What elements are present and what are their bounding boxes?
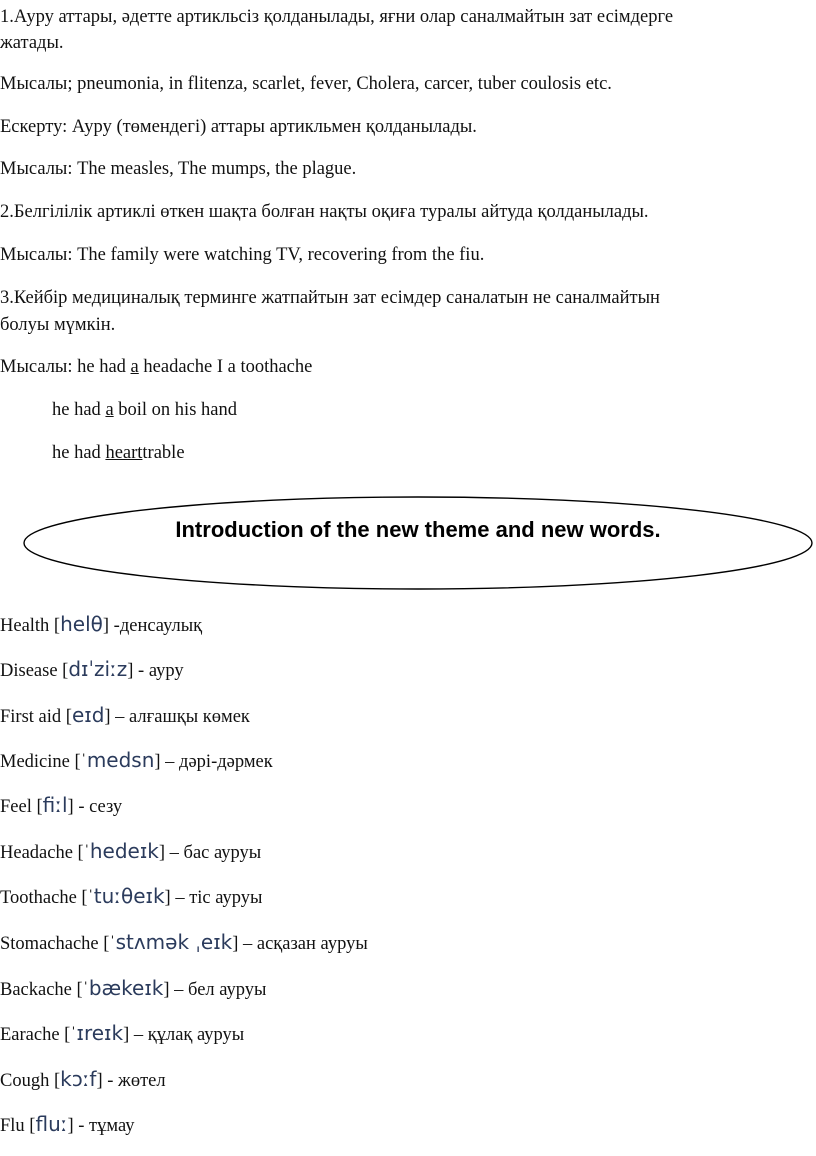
- example-text: he had: [52, 400, 106, 420]
- banner-ellipse-shape: [22, 495, 814, 591]
- vocab-transcription: bækeɪk: [88, 976, 164, 1000]
- vocab-translation: ] - ауру: [127, 661, 184, 681]
- note-example: Мысалы: The measles, The mumps, the plague.: [0, 159, 357, 179]
- vocab-word: Headache [ˈ: [0, 843, 90, 863]
- rule-1-line-1: 1.Ауру аттары, әдетте артикльсіз қолданылады, яғни олар саналмайтын зат есімдерге: [0, 7, 674, 27]
- vocab-transcription: hedeɪk: [89, 839, 159, 863]
- rule-3-line-1: 3.Кейбір медициналық терминге жатпайтын зат есімдер саналатын не саналмайтын: [0, 288, 660, 308]
- note-paragraph: Ескерту: Ауру (төмендегі) аттары артикльмен қолданылады.: [0, 117, 477, 137]
- vocab-transcription: stʌmək ˌeɪk: [115, 930, 233, 954]
- vocab-translation: ] -денсаулық: [102, 616, 203, 636]
- vocab-translation: ] – бас ауруы: [158, 843, 262, 863]
- underlined-word: a: [105, 400, 114, 420]
- vocab-word: First aid [: [0, 707, 72, 727]
- vocab-item: [0, 792, 122, 820]
- vocab-word: Backache [ˈ: [0, 980, 89, 1000]
- vocab-word: Toothache [ˈ: [0, 888, 94, 908]
- vocab-translation: ] - сезу: [67, 797, 123, 817]
- vocab-item: [0, 883, 262, 911]
- vocab-item: [0, 929, 368, 957]
- vocab-word: Health [: [0, 616, 61, 636]
- vocab-item: [0, 747, 273, 775]
- rule-2-example: Мысалы: The family were watching TV, recovering from the fiu.: [0, 245, 485, 265]
- vocab-transcription: ɪreɪk: [76, 1021, 124, 1045]
- vocab-translation: ] - жөтел: [96, 1071, 166, 1091]
- vocab-item: [0, 611, 202, 639]
- vocab-transcription: fiːl: [42, 793, 68, 817]
- vocab-transcription: dɪˈziːz: [68, 657, 128, 681]
- vocab-word: Flu [: [0, 1116, 36, 1136]
- example-text: headache I a toothache: [138, 357, 313, 377]
- vocab-word: Earache [ˈ: [0, 1025, 77, 1045]
- vocab-item: [0, 1111, 135, 1139]
- vocab-transcription: kɔːf: [60, 1067, 97, 1091]
- rule-1-line-2: жатады.: [0, 33, 64, 53]
- vocab-word: Stomachache [ˈ: [0, 934, 116, 954]
- example-line-3: [52, 441, 185, 465]
- vocab-transcription: tuːθeɪk: [93, 884, 165, 908]
- vocab-transcription: medsn: [86, 748, 155, 772]
- vocab-item: [0, 1020, 244, 1048]
- vocab-word: Cough [: [0, 1071, 61, 1091]
- vocab-word: Feel [: [0, 797, 43, 817]
- vocab-item: [0, 838, 261, 866]
- vocab-translation: ] – тіс ауруы: [164, 888, 263, 908]
- underlined-word: heart: [105, 443, 143, 463]
- vocab-item: [0, 975, 266, 1003]
- example-line-2: [52, 398, 237, 422]
- vocab-translation: ] – асқазан ауруы: [232, 934, 368, 954]
- underlined-word: a: [130, 357, 139, 377]
- example-text: he had: [52, 443, 106, 463]
- example-text: boil on his hand: [113, 400, 237, 420]
- section-banner: [22, 495, 814, 591]
- rule-2: 2.Белгілілік артиклі өткен шақта болған нақты оқиға туралы айтуда қолданылады.: [0, 202, 649, 222]
- vocab-translation: ] - тұмау: [67, 1116, 135, 1136]
- vocab-word: Disease [: [0, 661, 69, 681]
- vocab-transcription: fluː: [35, 1112, 68, 1136]
- vocab-translation: ] – құлақ ауруы: [123, 1025, 245, 1045]
- section-title: Introduction of the new theme and new words.: [175, 517, 661, 542]
- rule-1-example: Мысалы; pneumonia, in flitenza, scarlet, fever, Cholera, carcer, tuber coulosis etc.: [0, 74, 612, 94]
- example-text: trable: [142, 443, 185, 463]
- vocab-word: Medicine [ˈ: [0, 752, 87, 772]
- vocab-translation: ] – алғашқы көмек: [104, 707, 250, 727]
- rule-3-line-2: болуы мүмкін.: [0, 315, 116, 335]
- vocab-translation: ] – дәрі-дәрмек: [154, 752, 273, 772]
- example-text: Мысалы: he had: [0, 357, 131, 377]
- vocab-translation: ] – бел ауруы: [163, 980, 267, 1000]
- vocab-item: [0, 1066, 166, 1094]
- vocab-item: [0, 656, 184, 684]
- vocab-transcription: helθ: [60, 612, 103, 636]
- vocab-transcription: eɪd: [71, 703, 105, 727]
- vocab-item: [0, 702, 250, 730]
- example-line-1: [0, 355, 312, 379]
